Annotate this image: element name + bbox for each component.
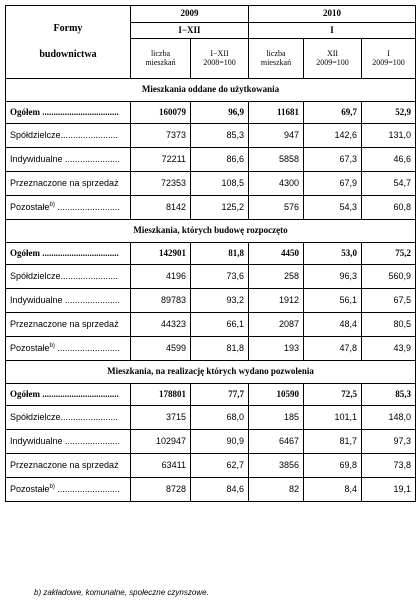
- subheader-index-xii: XII 2009=100: [304, 39, 362, 79]
- table-cell: 108,5: [191, 172, 249, 196]
- period-2009-header: I−XII: [131, 23, 249, 39]
- table-cell: 4450: [249, 243, 304, 265]
- table-cell: 102947: [131, 430, 191, 454]
- period-2010-header: I: [249, 23, 416, 39]
- subheader-index-i: I 2009=100: [362, 39, 416, 79]
- table-cell: 193: [249, 337, 304, 361]
- row-label: Przeznaczone na sprzedaż: [6, 172, 131, 196]
- table-cell: 6467: [249, 430, 304, 454]
- table-cell: 86,6: [191, 148, 249, 172]
- forms-header-line2: budownictwa: [39, 49, 97, 60]
- housing-table: [5, 5, 416, 502]
- table-cell: 47,8: [304, 337, 362, 361]
- table-cell: 85,3: [191, 124, 249, 148]
- table-cell: 8728: [131, 478, 191, 502]
- table-cell: 63411: [131, 454, 191, 478]
- row-label: Indywidualne ......................: [6, 430, 131, 454]
- table-row: [6, 454, 416, 478]
- forms-header: [6, 6, 131, 79]
- table-cell: 3715: [131, 406, 191, 430]
- subheader-index-2008: I−XII 2008=100: [191, 39, 249, 79]
- table-cell: 93,2: [191, 289, 249, 313]
- table-cell: 68,0: [191, 406, 249, 430]
- table-cell: 85,3: [362, 384, 416, 406]
- row-label: Spółdzielcze.......................: [6, 124, 131, 148]
- table-row: [6, 430, 416, 454]
- table-cell: 67,3: [304, 148, 362, 172]
- table-cell: 81,7: [304, 430, 362, 454]
- table-row: [6, 265, 416, 289]
- table-cell: 89783: [131, 289, 191, 313]
- table-cell: 560,9: [362, 265, 416, 289]
- row-label: Ogółem ..................................: [6, 102, 131, 124]
- year-2009-header: 2009: [131, 6, 249, 23]
- table-cell: 66,1: [191, 313, 249, 337]
- table-cell: 8142: [131, 196, 191, 220]
- table-cell: 72211: [131, 148, 191, 172]
- table-cell: 947: [249, 124, 304, 148]
- row-label: Spółdzielcze.......................: [6, 265, 131, 289]
- table-row: [6, 196, 416, 220]
- table-cell: 67,5: [362, 289, 416, 313]
- table-cell: 48,4: [304, 313, 362, 337]
- table-cell: 52,9: [362, 102, 416, 124]
- footnote: b) zakładowe, komunalne, społeczne czynszowe.: [34, 588, 209, 597]
- table-row: [6, 124, 416, 148]
- table-cell: 77,7: [191, 384, 249, 406]
- table-row: [6, 172, 416, 196]
- table-cell: 75,2: [362, 243, 416, 265]
- table-cell: 101,1: [304, 406, 362, 430]
- table-cell: 142901: [131, 243, 191, 265]
- table-cell: 97,3: [362, 430, 416, 454]
- table-cell: 67,9: [304, 172, 362, 196]
- table-cell: 84,6: [191, 478, 249, 502]
- table-cell: 8,4: [304, 478, 362, 502]
- table-cell: 185: [249, 406, 304, 430]
- row-label: Pozostałe$^{b)}$ .........................: [6, 337, 131, 361]
- table-row-total: [6, 243, 416, 265]
- table-cell: 60,8: [362, 196, 416, 220]
- table-cell: 69,7: [304, 102, 362, 124]
- table-cell: 90,9: [191, 430, 249, 454]
- section-title: Mieszkania oddane do użytkowania: [6, 79, 416, 102]
- table-cell: 96,3: [304, 265, 362, 289]
- table-cell: 53,0: [304, 243, 362, 265]
- table-cell: 160079: [131, 102, 191, 124]
- table-row: [6, 337, 416, 361]
- table-cell: 125,2: [191, 196, 249, 220]
- table-row-total: [6, 102, 416, 124]
- section-title: Mieszkania, na realizację których wydano pozwolenia: [6, 361, 416, 384]
- table-cell: 19,1: [362, 478, 416, 502]
- table-cell: 44323: [131, 313, 191, 337]
- table-cell: 73,6: [191, 265, 249, 289]
- table-cell: 11681: [249, 102, 304, 124]
- table-cell: 5858: [249, 148, 304, 172]
- row-label: Przeznaczone na sprzedaż: [6, 313, 131, 337]
- row-label: Spółdzielcze.......................: [6, 406, 131, 430]
- table-cell: 258: [249, 265, 304, 289]
- table-cell: 82: [249, 478, 304, 502]
- table-cell: 54,3: [304, 196, 362, 220]
- row-label: Ogółem ..................................: [6, 384, 131, 406]
- table-cell: 142,6: [304, 124, 362, 148]
- table-row: [6, 313, 416, 337]
- table-cell: 3856: [249, 454, 304, 478]
- table-cell: 72,5: [304, 384, 362, 406]
- table-row: [6, 289, 416, 313]
- table-cell: 62,7: [191, 454, 249, 478]
- table-cell: 4300: [249, 172, 304, 196]
- table-cell: 81,8: [191, 337, 249, 361]
- section-title: Mieszkania, których budowę rozpoczęto: [6, 220, 416, 243]
- table-cell: 4196: [131, 265, 191, 289]
- table-cell: 148,0: [362, 406, 416, 430]
- table-cell: 81,8: [191, 243, 249, 265]
- row-label: Pozostałe$^{b)}$ .........................: [6, 196, 131, 220]
- row-label: Ogółem ..................................: [6, 243, 131, 265]
- table-row: [6, 148, 416, 172]
- row-label: Pozostałe$^{b)}$ .........................: [6, 478, 131, 502]
- table-cell: 80,5: [362, 313, 416, 337]
- table-row: [6, 406, 416, 430]
- table-cell: 7373: [131, 124, 191, 148]
- table-cell: 2087: [249, 313, 304, 337]
- table-cell: 69,8: [304, 454, 362, 478]
- table-row-total: [6, 384, 416, 406]
- table-cell: 54,7: [362, 172, 416, 196]
- table-cell: 10590: [249, 384, 304, 406]
- table-cell: 73,8: [362, 454, 416, 478]
- table-cell: 96,9: [191, 102, 249, 124]
- table-cell: 1912: [249, 289, 304, 313]
- table-row: [6, 478, 416, 502]
- row-label: Przeznaczone na sprzedaż: [6, 454, 131, 478]
- table-cell: 46,6: [362, 148, 416, 172]
- row-label: Indywidualne ......................: [6, 148, 131, 172]
- forms-header-line1: Formy: [53, 23, 83, 34]
- row-label: Indywidualne ......................: [6, 289, 131, 313]
- table-cell: 178801: [131, 384, 191, 406]
- table-cell: 131,0: [362, 124, 416, 148]
- table-cell: 72353: [131, 172, 191, 196]
- table-cell: 43,9: [362, 337, 416, 361]
- table-cell: 56,1: [304, 289, 362, 313]
- subheader-count-2009: liczba mieszkań: [131, 39, 191, 79]
- year-2010-header: 2010: [249, 6, 416, 23]
- table-cell: 576: [249, 196, 304, 220]
- subheader-count-2010: liczba mieszkań: [249, 39, 304, 79]
- table-cell: 4599: [131, 337, 191, 361]
